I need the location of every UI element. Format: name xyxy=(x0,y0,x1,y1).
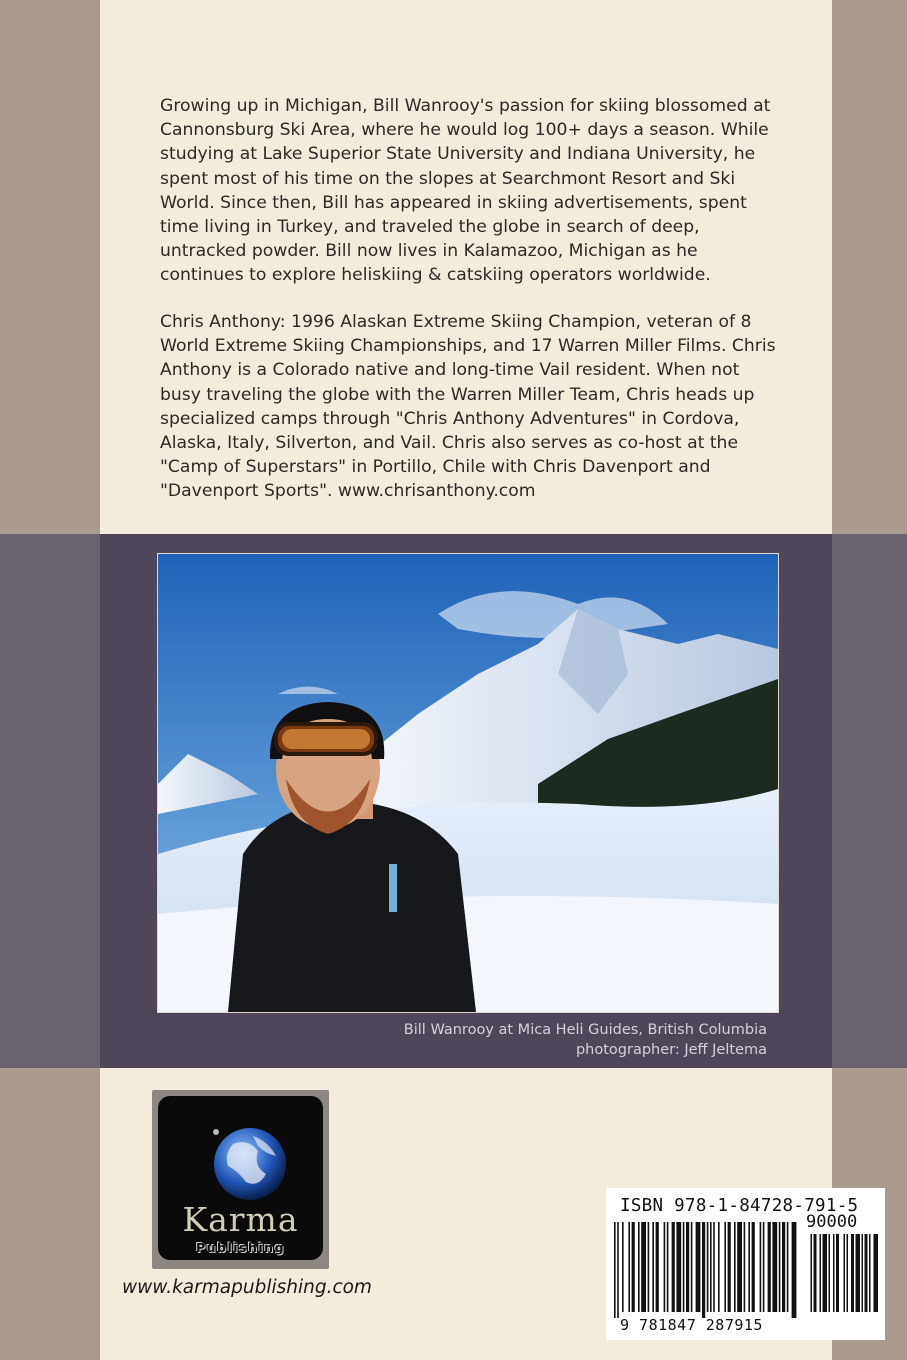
logo-name: Karma xyxy=(182,1200,299,1239)
publisher-logo xyxy=(152,1090,329,1269)
endorser-bio: Chris Anthony: 1996 Alaskan Extreme Skiing Champion, veteran of 8 World Extreme Skiing Championships, and 17 Warren Miller Films. Chris Anthony is a Colorado native and long-time Vail resident. When not busy traveling the globe with the Warren Miller Team, Chris heads up specialized camps through "Chris Anthony Adventures" in Cordova, Alaska, Italy, Silverton, and Vail. Chris also serves as co-host at the "Camp of Superstars" in Portillo, Chile with Chris Davenport and "Davenport Sports". www.chrisanthony.com xyxy=(160,312,776,502)
isbn-number: ISBN 978-1-84728-791-5 xyxy=(620,1196,859,1216)
globe-icon xyxy=(158,1096,323,1216)
author-photo xyxy=(157,553,779,1013)
publisher-url: www.karmapublishing.com xyxy=(122,1277,372,1298)
logo-subtitle: Publishing xyxy=(195,1240,286,1255)
isbn-barcode xyxy=(606,1188,885,1340)
price-code: 90000 xyxy=(806,1212,858,1232)
author-bio: Growing up in Michigan, Bill Wanrooy's passion for skiing blossomed at Cannonsburg Ski Area, where he would log 100+ days a season. While studying at Lake Superior State University and Indiana University, he spent most of his time on the slopes at Searchmont Resort and Ski World. Since then, Bill has appeared in skiing advertisements, spent time living in Turkey, and traveled the globe in search of deep, untracked powder. Bill now lives in Kalamazoo, Michigan as he continues to explore heliskiing & catskiing operators worldwide. xyxy=(160,96,771,286)
photo-credit: photographer: Jeff Jeltema xyxy=(575,1042,767,1058)
photo-caption: Bill Wanrooy at Mica Heli Guides, British Columbia xyxy=(403,1022,767,1038)
ean-digits: 9 781847 287915 xyxy=(620,1316,763,1334)
